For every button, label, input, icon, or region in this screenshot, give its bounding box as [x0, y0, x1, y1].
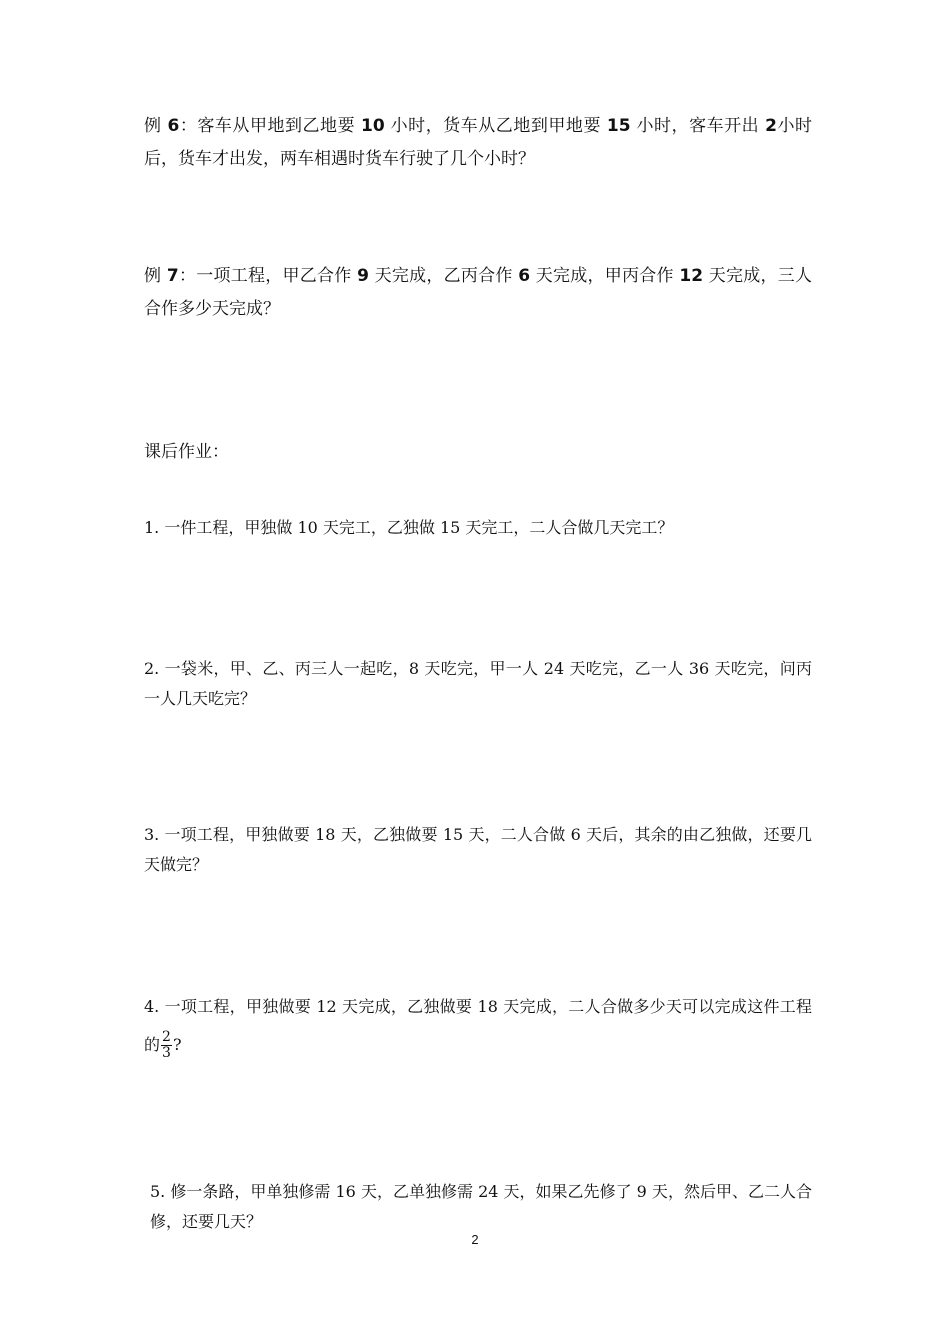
example-7: 例 7：一项工程，甲乙合作 9 天完成，乙丙合作 6 天完成，甲丙合作 12 天完成，三人合作多少天完成？ — [144, 266, 812, 319]
homework-heading: 课后作业： — [144, 442, 229, 462]
example-number: 7 — [166, 266, 179, 286]
example-label: 例 — [144, 116, 168, 136]
homework-question-1: 1. 一件工程，甲独做 10 天完工，乙独做 15 天完工，二人合做几天完工？ — [144, 518, 674, 537]
page-number: 2 — [471, 1232, 479, 1247]
homework-question-3: 3. 一项工程，甲独做要 18 天，乙独做要 15 天，二人合做 6 天后，其余的由乙独做，还要几天做完？ — [144, 825, 812, 874]
fraction-denominator: 3 — [162, 1045, 171, 1061]
example-number: 6 — [167, 116, 180, 136]
homework-question-2: 2. 一袋米，甲、乙、丙三人一起吃，8 天吃完，甲一人 24 天吃完，乙一人 36 天吃完，问丙一人几天吃完？ — [144, 659, 812, 708]
example-label: 例 — [144, 266, 167, 286]
fraction-numerator: 2 — [162, 1029, 171, 1045]
example-6: 例 6：客车从甲地到乙地要 10 小时，货车从乙地到甲地要 15 小时，客车开出 2小时后，货车才出发，两车相遇时货车行驶了几个小时？ — [144, 116, 813, 169]
homework-question-5: 5. 修一条路，甲单独修需 16 天，乙单独修需 24 天，如果乙先修了 9 天，然后甲、乙二人合修，还要几天？ — [150, 1182, 812, 1231]
homework-question-4: 4. 一项工程，甲独做要 12 天完成，乙独做要 18 天完成，二人合做多少天可以完成这件工程的 $\frac{2}{3}$ ? — [144, 997, 812, 1061]
fraction — [161, 1030, 172, 1061]
